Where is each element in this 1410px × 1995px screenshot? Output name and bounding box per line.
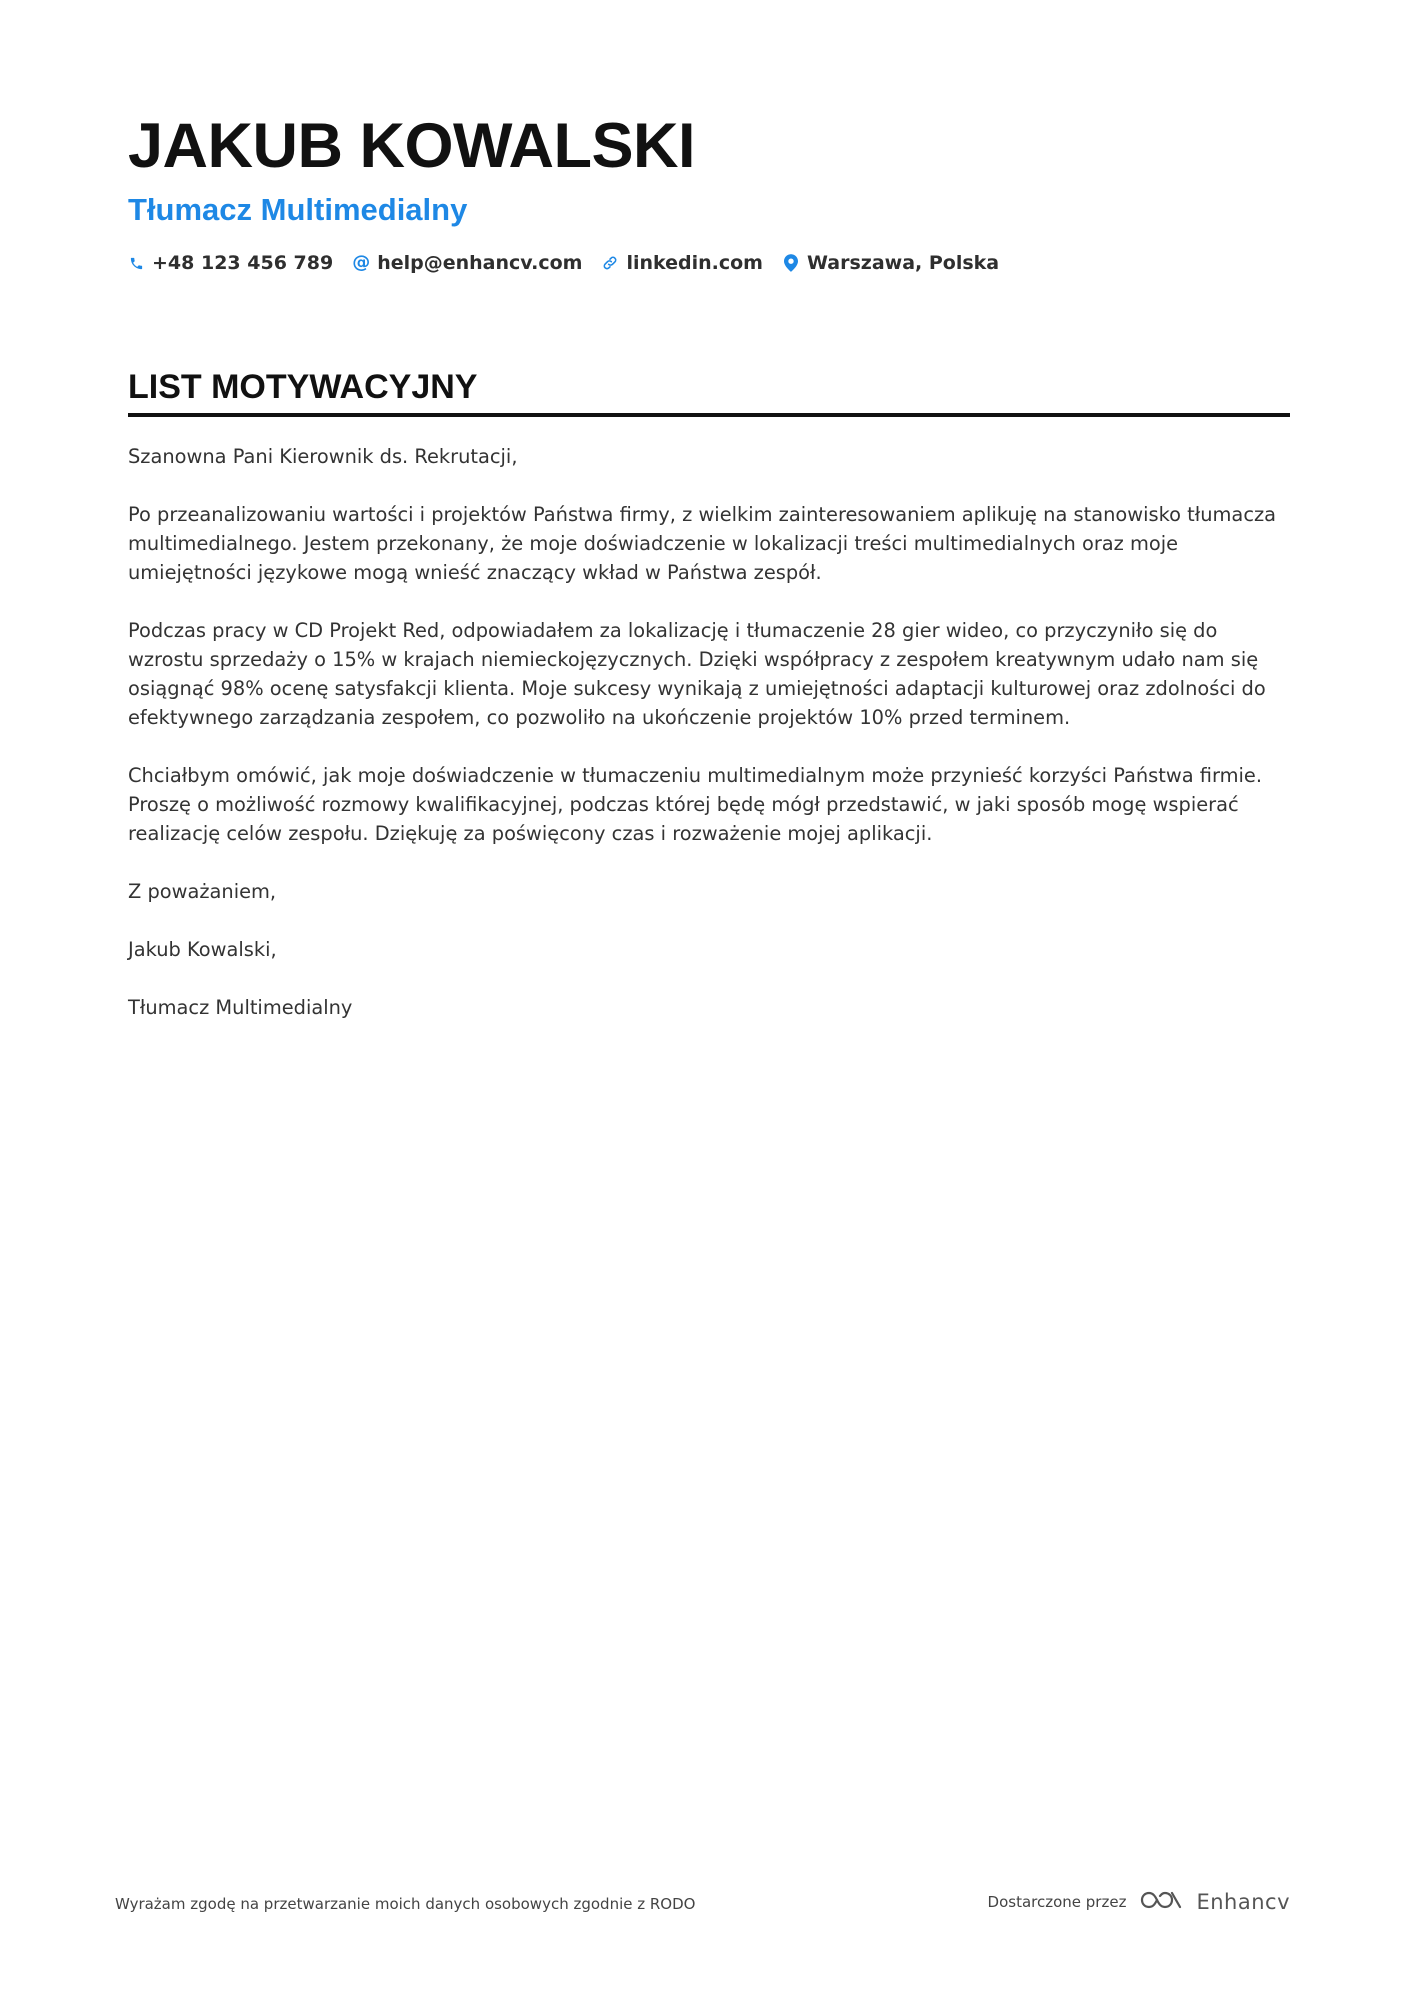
resume-header bbox=[128, 112, 1288, 274]
letter-paragraph: Chciałbym omówić, jak moje doświadczenie w tłumaczeniu multimedialnym może przynieść korzyści Państwa firmie. Proszę o możliwość rozmowy kwalifikacyjnej, podczas której będę mógł przedstawić, w jaki sposób mogę wspierać realizację celów zespołu. Dziękuję za poświęcony czas i rozważenie mojej aplikacji. bbox=[128, 764, 1263, 845]
at-icon: @ bbox=[352, 252, 371, 274]
section-title: LIST MOTYWACYJNY bbox=[128, 368, 478, 406]
section-header bbox=[128, 368, 1290, 417]
letter-greeting: Szanowna Pani Kierownik ds. Rekrutacji, bbox=[128, 445, 518, 468]
contact-linkedin[interactable] bbox=[602, 252, 763, 274]
candidate-name: JAKUB KOWALSKI bbox=[128, 111, 696, 181]
link-icon bbox=[602, 253, 618, 273]
letter-paragraph: Podczas pracy w CD Projekt Red, odpowiadałem za lokalizację i tłumaczenie 28 gier wideo, co przyczyniło się do wzrostu sprzedaży o 15% w krajach niemieckojęzycznych. Dzięki współpracy z zespołem kreatywnym udało nam się osiągnąć 98% ocenę satysfakcji klienta. Moje sukcesy wynikają z umiejętności adaptacji kulturowej oraz zdolności do efektywnego zarządzania zespołem, co pozwoliło na ukończenie projektów 10% przed terminem. bbox=[128, 619, 1266, 729]
enhancv-logo-text: Enhancv bbox=[1196, 1890, 1290, 1914]
candidate-role: Tłumacz Multimedialny bbox=[128, 192, 468, 228]
section-divider bbox=[128, 413, 1290, 417]
contact-list bbox=[128, 252, 1288, 274]
phone-icon bbox=[128, 253, 144, 273]
contact-linkedin-text: linkedin.com bbox=[626, 252, 763, 275]
letter-paragraph: Po przeanalizowaniu wartości i projektów Państwa firmy, z wielkim zainteresowaniem aplikuję na stanowisko tłumacza multimedialnego. Jestem przekonany, że moje doświadczenie w lokalizacji treści multimedialnych oraz moje umiejętności językowe mogą wnieść znaczący wkład w Państwa zespół. bbox=[128, 503, 1277, 584]
signature-role: Tłumacz Multimedialny bbox=[128, 996, 353, 1019]
contact-location-text: Warszawa, Polska bbox=[806, 252, 1000, 275]
contact-email-text: help@enhancv.com bbox=[377, 252, 583, 275]
location-pin-icon bbox=[783, 253, 799, 273]
contact-phone[interactable] bbox=[128, 252, 333, 274]
provided-by-label: Dostarczone przez bbox=[987, 1893, 1127, 1911]
contact-location bbox=[783, 252, 999, 274]
contact-email[interactable] bbox=[353, 252, 582, 274]
contact-phone-text: +48 123 456 789 bbox=[152, 252, 334, 275]
letter-closing: Z poważaniem, bbox=[128, 880, 277, 903]
powered-by[interactable] bbox=[988, 1888, 1290, 1916]
enhancv-logo-icon bbox=[1138, 1888, 1184, 1916]
signature-name: Jakub Kowalski, bbox=[128, 938, 277, 961]
gdpr-consent: Wyrażam zgodę na przetwarzanie moich danych osobowych zgodnie z RODO bbox=[115, 1895, 696, 1913]
letter-body bbox=[128, 442, 1290, 1051]
